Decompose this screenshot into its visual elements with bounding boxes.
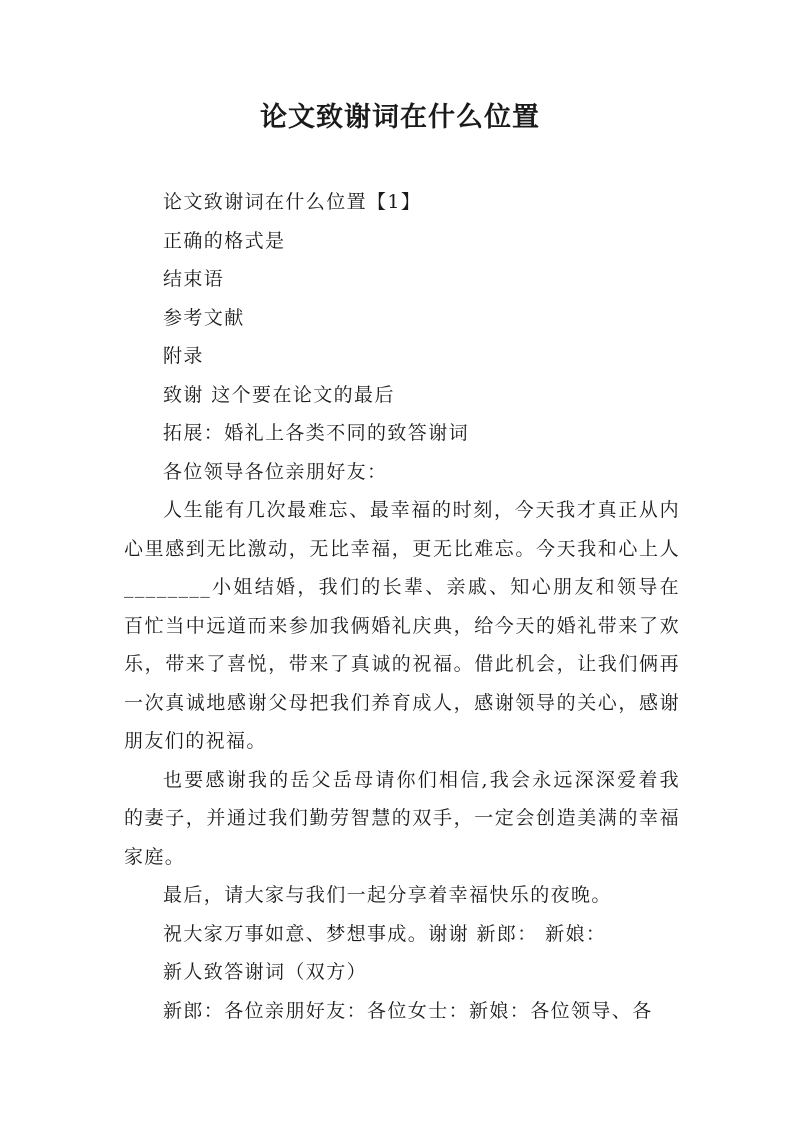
page-title: 论文致谢词在什么位置 [260,102,540,133]
paragraph: 参考文献 [163,306,245,329]
paragraph: 致谢 这个要在论文的最后 [163,383,395,406]
paragraph: 附录 [163,345,204,367]
paragraph: 也要感谢我的岳父岳母请你们相信,我会永远深深爱着我的妻子，并通过我们勤劳智慧的双手，一定会创造美满的幸福家庭。 [124,768,680,868]
document-body [124,183,680,1030]
paragraph: 新郎：各位亲朋好友：各位女士：新娘：各位领导、各 [163,999,653,1022]
paragraph: 拓展：婚礼上各类不同的致答谢词 [163,422,470,444]
paragraph: 最后，请大家与我们一起分享着幸福快乐的夜晚。 [163,884,612,906]
paragraph: 结束语 [163,268,225,290]
paragraph: 祝大家万事如意、梦想事成。谢谢 新郎： 新娘： [163,922,607,945]
paragraph: 正确的格式是 [163,229,286,252]
paragraph: 人生能有几次最难忘、最幸福的时刻，今天我才真正从内心里感到无比激动，无比幸福，更无比难忘。今天我和心上人________小姐结婚，我们的长辈、亲戚、知心朋友和领导在百忙当中远道而来参加我俩婚礼庆典，给今天的婚礼带来了欢乐，带来了喜悦，带来了真诚的祝福。借此机会，让我们俩再一次真诚地感谢父母把我们养育成人，感谢领导的关心，感谢朋友们的祝福。 [124,499,680,752]
paragraph: 论文致谢词在什么位置【1】 [163,191,422,213]
paragraph: 新人致答谢词（双方） [163,961,368,983]
paragraph: 各位领导各位亲朋好友： [163,460,388,483]
